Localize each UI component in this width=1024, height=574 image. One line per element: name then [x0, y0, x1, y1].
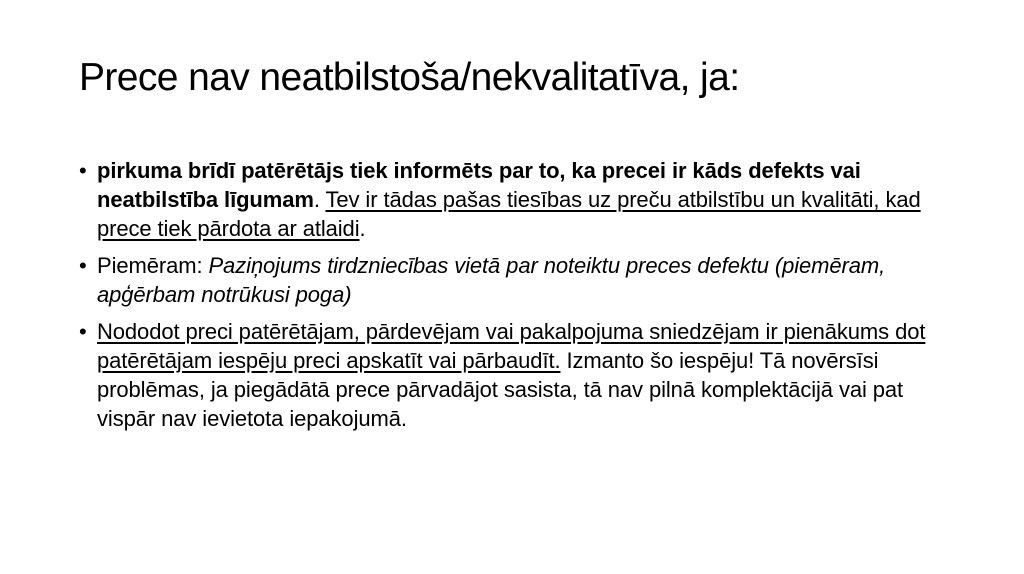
bullet-1-underlined-text: Tev ir tādas pašas tiesības uz preču atbilstību un kvalitāti, kad prece tiek pārdota ar atlaidi [97, 187, 921, 241]
bullet-item-3 [79, 317, 951, 433]
bullet-1-separator: . [313, 187, 326, 212]
bullet-3-underlined-text: Nododot preci patērētājam, pārdevējam vai pakalpojuma sniedzējam ir pienākums dot patērētājam iespēju preci apskatīt vai pārbaudīt. [97, 319, 926, 373]
bullet-dot: • [79, 253, 87, 278]
bullet-1-bold-text: pirkuma brīdī patērētājs tiek informēts par to, ka precei ir kāds defekts vai neatbilstība līgumam [97, 158, 861, 212]
bullet-3-rest-text: Izmanto šo iespēju! Tā novērsīsi problēmas, ja piegādātā prece pārvadājot sasista, tā nav pilnā komplektācijā vai pat vispār nav ievietota iepakojumā. [97, 348, 904, 431]
slide-title: Prece nav neatbilstoša/nekvalitatīva, ja: [79, 56, 740, 99]
slide-content [79, 156, 951, 441]
bullet-list [79, 156, 951, 433]
bullet-dot: • [79, 319, 87, 344]
bullet-item-1 [79, 156, 951, 243]
bullet-1-end: . [359, 216, 366, 241]
bullet-2-lead-text: Piemēram: [97, 253, 209, 278]
bullet-dot: • [79, 158, 87, 183]
bullet-2-italic-text: Paziņojums tirdzniecības vietā par noteiktu preces defektu (piemēram, apģērbam notrūkusi poga) [97, 253, 886, 307]
bullet-item-2 [79, 251, 951, 309]
